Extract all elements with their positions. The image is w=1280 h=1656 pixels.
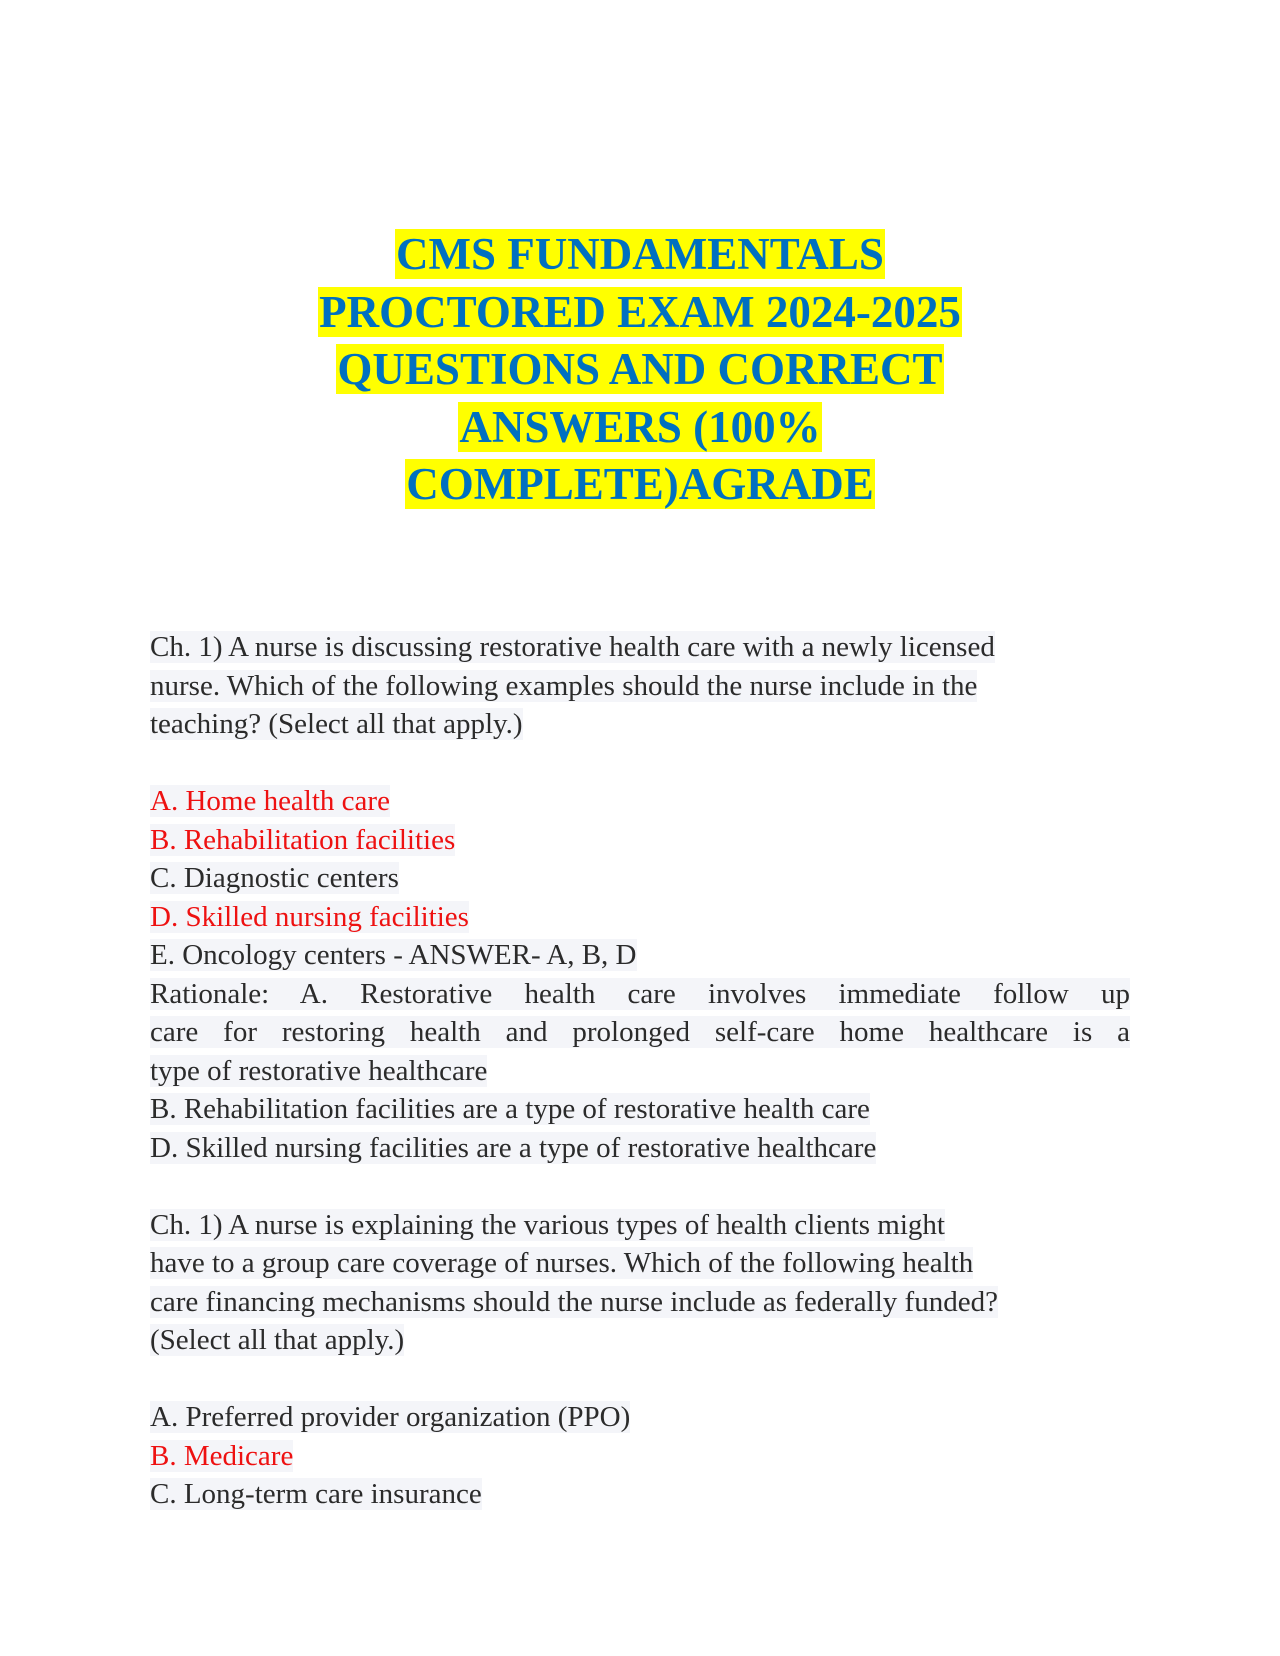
title-line: PROCTORED EXAM 2024-2025 (319, 286, 961, 337)
option: C. Diagnostic centers (150, 862, 399, 894)
title-line: CMS FUNDAMENTALS (396, 229, 884, 279)
question-1 (150, 628, 1130, 1167)
option-correct: B. Rehabilitation facilities (150, 823, 456, 856)
option-correct: B. Medicare (150, 1439, 294, 1472)
question-stem-line: Ch. 1) A nurse is explaining the various types of health clients might (150, 1208, 945, 1241)
question-stem-line: nurse. Which of the following examples should the nurse include in the (150, 669, 978, 702)
document-title (150, 226, 1130, 514)
rationale-line: Rationale: A. Restorative health care involves immediate follow up (150, 977, 1130, 1010)
option-correct: D. Skilled nursing facilities (150, 900, 469, 933)
question-stem-line: have to a group care coverage of nurses. Which of the following health (150, 1247, 974, 1279)
option: A. Preferred provider organization (PPO) (150, 1401, 631, 1433)
title-line: COMPLETE)AGRADE (406, 459, 874, 509)
rationale-line: type of restorative healthcare (150, 1054, 488, 1087)
question-stem-line: Ch. 1) A nurse is discussing restorative health care with a newly licensed (150, 631, 995, 663)
rationale-line: B. Rehabilitation facilities are a type of restorative health care (150, 1093, 870, 1125)
title-line: QUESTIONS AND CORRECT (337, 344, 943, 394)
title-line: ANSWERS (100% (459, 401, 821, 452)
question-stem-line: care financing mechanisms should the nurse include as federally funded? (150, 1285, 998, 1318)
rationale-line: D. Skilled nursing facilities are a type of restorative healthcare (150, 1131, 877, 1164)
question-2 (150, 1206, 1130, 1514)
option-with-answer: E. Oncology centers - ANSWER- A, B, D (150, 939, 637, 971)
question-stem-line: (Select all that apply.) (150, 1324, 405, 1356)
question-stem-line: teaching? (Select all that apply.) (150, 708, 523, 740)
option-correct: A. Home health care (150, 785, 390, 817)
document-body (150, 628, 1130, 1514)
option: C. Long-term care insurance (150, 1478, 482, 1510)
rationale-line: care for restoring health and prolonged self-care home healthcare is a (150, 1016, 1130, 1048)
